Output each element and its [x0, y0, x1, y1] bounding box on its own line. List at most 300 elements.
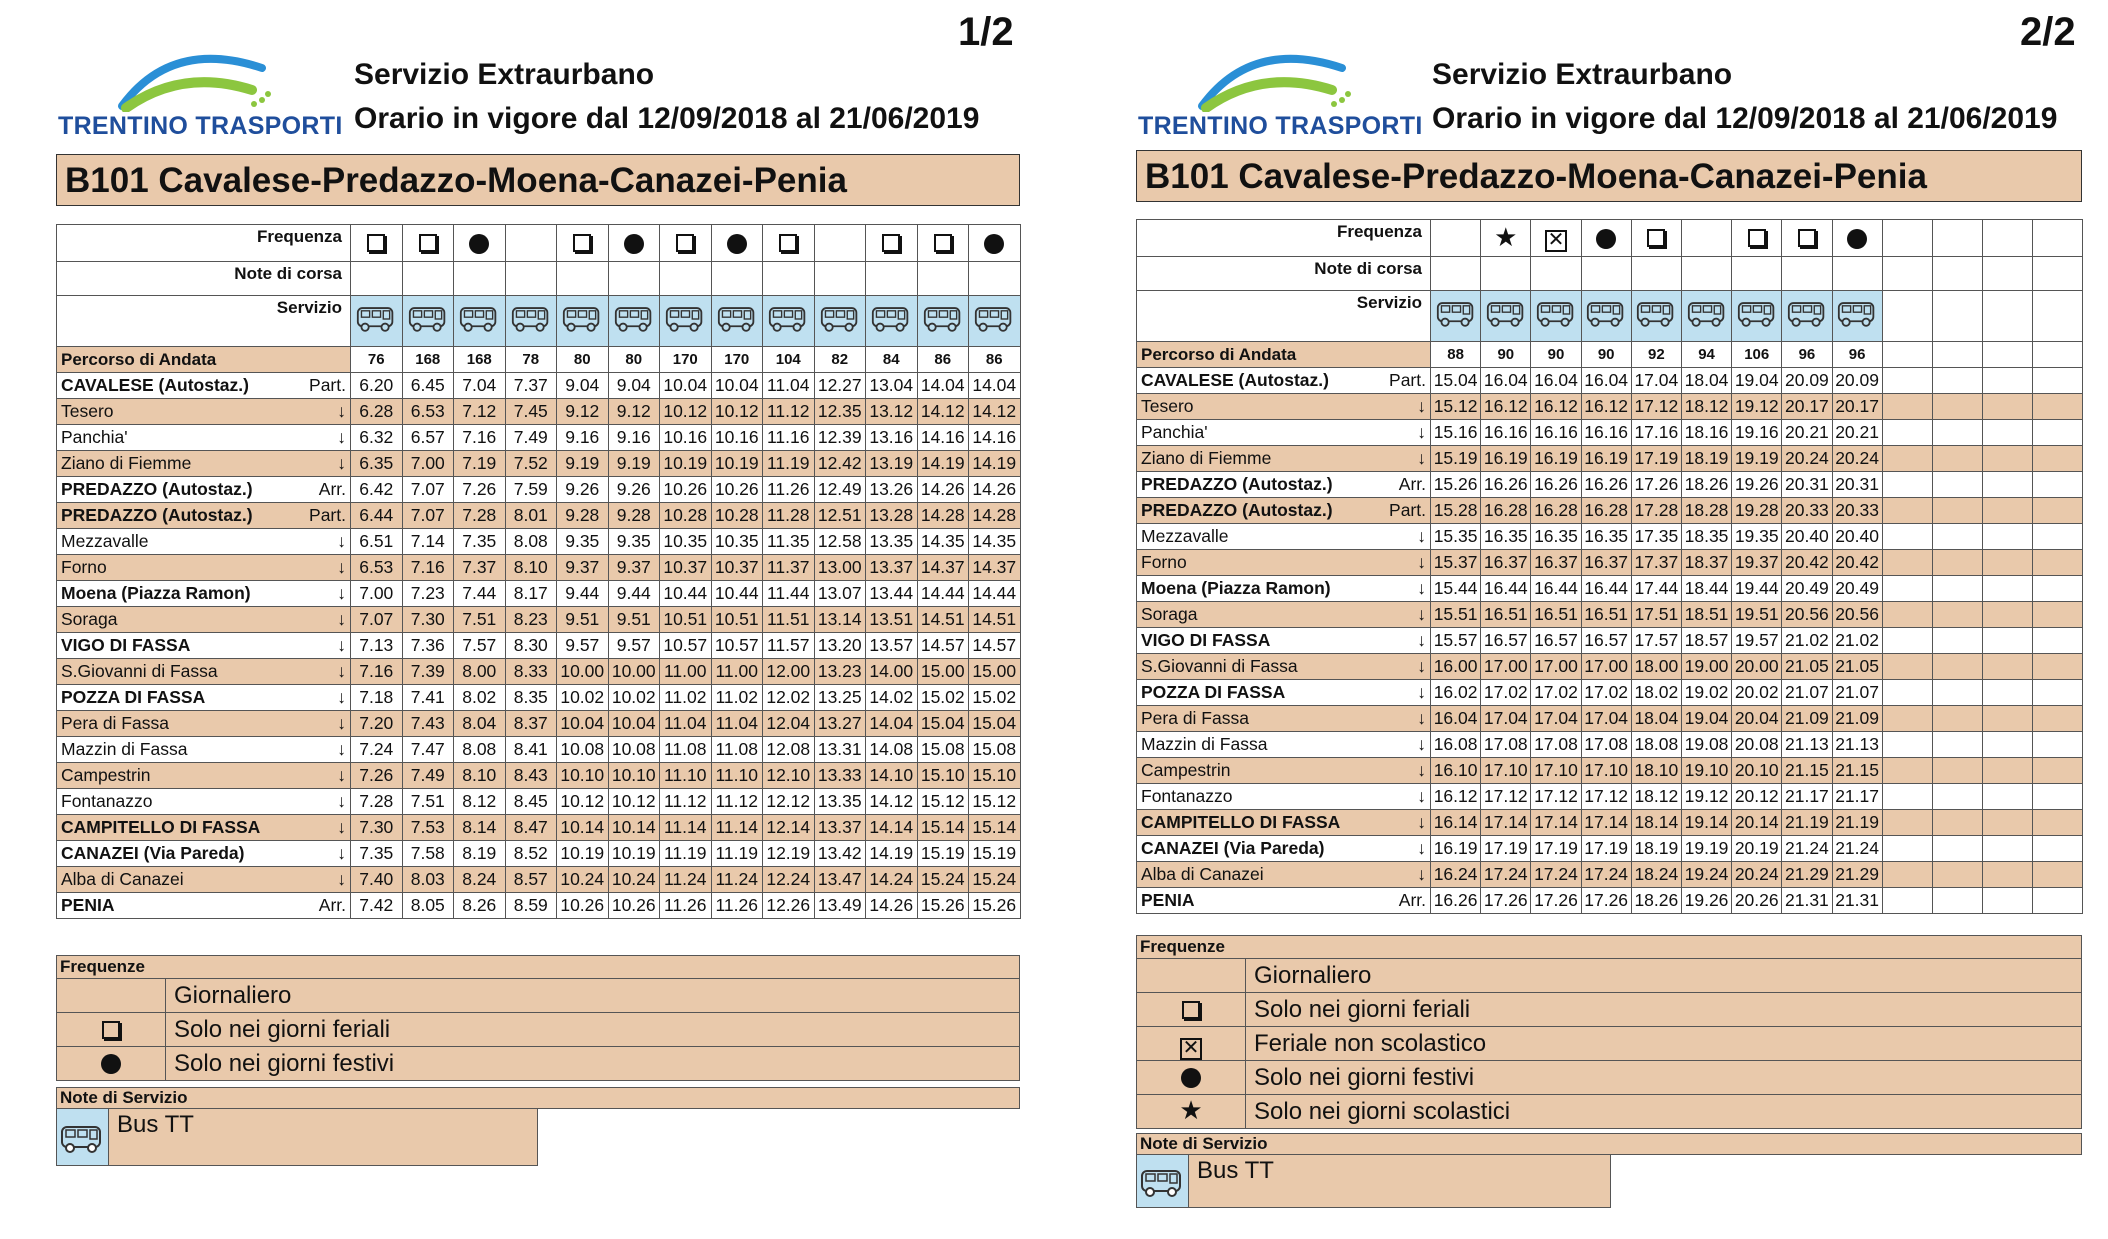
time-cell: 18.12 — [1631, 784, 1681, 810]
time-cell — [1882, 576, 1932, 602]
line-number-cell: 168 — [454, 347, 506, 373]
time-cell: 10.24 — [557, 867, 609, 893]
time-cell: 8.45 — [505, 789, 557, 815]
time-cell: 11.10 — [660, 763, 712, 789]
time-cell: 11.12 — [660, 789, 712, 815]
service-title: Servizio Extraurbano — [354, 58, 655, 91]
timetable-page-2 — [1080, 0, 2080, 1239]
time-cell: 7.30 — [402, 607, 454, 633]
time-cell: 21.29 — [1782, 862, 1832, 888]
legend-title-row — [57, 956, 1020, 979]
time-cell — [1882, 628, 1932, 654]
time-cell — [2033, 680, 2083, 706]
time-cell: 17.08 — [1481, 732, 1531, 758]
time-cell: 13.16 — [866, 425, 918, 451]
frequency-cell — [660, 225, 712, 262]
time-cell: 17.24 — [1481, 862, 1531, 888]
frequency-cell — [1932, 220, 1982, 257]
time-cell: 8.10 — [505, 555, 557, 581]
stop-row — [57, 867, 1021, 893]
time-cell: 18.02 — [1631, 680, 1681, 706]
time-cell: 7.23 — [402, 581, 454, 607]
service-cell — [1983, 291, 2033, 342]
bus-icon — [1536, 299, 1576, 329]
stop-name: Campestrin — [57, 763, 296, 789]
time-cell: 11.26 — [711, 893, 763, 919]
time-cell: 17.04 — [1581, 706, 1631, 732]
stop-row — [1137, 862, 2083, 888]
stop-name: Fontanazzo — [1137, 784, 1376, 810]
trip-note-cell — [1481, 257, 1531, 291]
time-cell — [1882, 836, 1932, 862]
time-cell: 7.20 — [351, 711, 403, 737]
time-cell: 7.00 — [351, 581, 403, 607]
time-cell: 11.35 — [763, 529, 815, 555]
time-cell: 11.19 — [763, 451, 815, 477]
time-cell: 20.08 — [1732, 732, 1782, 758]
time-cell: 7.16 — [351, 659, 403, 685]
stop-name: CAVALESE (Autostaz.) — [57, 373, 296, 399]
line-number-cell: 168 — [402, 347, 454, 373]
time-cell: 19.19 — [1681, 836, 1731, 862]
time-cell: 21.17 — [1782, 784, 1832, 810]
stop-direction: ↓ — [1376, 394, 1431, 420]
time-cell: 7.35 — [351, 841, 403, 867]
time-cell: 11.19 — [711, 841, 763, 867]
time-cell: 12.10 — [763, 763, 815, 789]
stop-row — [1137, 680, 2083, 706]
time-cell — [1882, 654, 1932, 680]
time-cell: 12.19 — [763, 841, 815, 867]
line-number-cell: 86 — [917, 347, 969, 373]
time-cell: 15.35 — [1431, 524, 1481, 550]
legend-row — [57, 979, 1020, 1013]
time-cell — [1983, 602, 2033, 628]
time-cell: 21.31 — [1832, 888, 1882, 914]
stop-name: Campestrin — [1137, 758, 1376, 784]
page-number: 1/2 — [958, 10, 1014, 54]
time-cell: 13.20 — [814, 633, 866, 659]
dot-icon — [1847, 229, 1867, 249]
time-cell — [2033, 654, 2083, 680]
time-cell: 9.57 — [557, 633, 609, 659]
trip-note-cell — [1431, 257, 1481, 291]
route-title: B101 Cavalese-Predazzo-Moena-Canazei-Penia — [1136, 150, 2082, 202]
service-note-bus — [1136, 1154, 1611, 1208]
stop-row — [1137, 732, 2083, 758]
stop-row — [1137, 420, 2083, 446]
line-number-cell: 84 — [866, 347, 918, 373]
legend-text: Solo nei giorni festivi — [1246, 1061, 2082, 1095]
time-cell: 16.02 — [1431, 680, 1481, 706]
time-cell — [1882, 758, 1932, 784]
stop-row — [1137, 446, 2083, 472]
time-cell: 14.02 — [866, 685, 918, 711]
legend-row — [57, 1047, 1020, 1081]
time-cell: 11.26 — [660, 893, 712, 919]
time-cell: 15.44 — [1431, 576, 1481, 602]
time-cell: 15.04 — [917, 711, 969, 737]
time-cell: 18.12 — [1681, 394, 1731, 420]
frequency-cell — [505, 225, 557, 262]
time-cell: 10.10 — [557, 763, 609, 789]
trentino-trasporti-logo-icon — [112, 48, 272, 112]
time-cell — [1932, 810, 1982, 836]
time-cell: 16.00 — [1431, 654, 1481, 680]
time-cell: 8.05 — [402, 893, 454, 919]
time-cell: 21.24 — [1832, 836, 1882, 862]
time-cell: 13.19 — [866, 451, 918, 477]
trip-note-cell — [1983, 257, 2033, 291]
stop-direction: ↓ — [1376, 810, 1431, 836]
time-cell: 7.30 — [351, 815, 403, 841]
trip-note-cell — [351, 262, 403, 296]
time-cell: 6.45 — [402, 373, 454, 399]
time-cell: 6.44 — [351, 503, 403, 529]
time-cell: 14.37 — [969, 555, 1021, 581]
time-cell: 10.02 — [557, 685, 609, 711]
time-cell: 19.14 — [1681, 810, 1731, 836]
service-cell — [351, 296, 403, 347]
time-cell: 7.24 — [351, 737, 403, 763]
bus-icon — [871, 304, 911, 334]
time-cell: 9.26 — [557, 477, 609, 503]
time-cell — [1932, 524, 1982, 550]
time-cell: 14.19 — [917, 451, 969, 477]
time-cell — [1932, 784, 1982, 810]
time-cell: 17.04 — [1481, 706, 1531, 732]
time-cell: 12.14 — [763, 815, 815, 841]
stop-direction: ↓ — [1376, 524, 1431, 550]
time-cell: 14.57 — [969, 633, 1021, 659]
stop-direction: Arr. — [296, 893, 351, 919]
stop-direction: ↓ — [1376, 420, 1431, 446]
trip-note-cell — [402, 262, 454, 296]
time-cell: 20.17 — [1832, 394, 1882, 420]
time-cell: 11.26 — [763, 477, 815, 503]
time-cell: 17.26 — [1581, 888, 1631, 914]
time-cell: 14.19 — [969, 451, 1021, 477]
time-cell — [1932, 420, 1982, 446]
trip-note-cell — [1782, 257, 1832, 291]
frequency-cell — [1431, 220, 1481, 257]
time-cell: 10.10 — [608, 763, 660, 789]
legend-text: Solo nei giorni scolastici — [1246, 1095, 2082, 1129]
time-cell: 19.08 — [1681, 732, 1731, 758]
time-cell — [2033, 576, 2083, 602]
service-cell — [1782, 291, 1832, 342]
time-cell — [1983, 654, 2033, 680]
time-cell — [1932, 862, 1982, 888]
time-cell — [1882, 602, 1932, 628]
stop-row — [1137, 576, 2083, 602]
time-cell: 19.19 — [1732, 446, 1782, 472]
time-cell: 11.04 — [660, 711, 712, 737]
service-cell — [2033, 291, 2083, 342]
bus-icon — [1687, 299, 1727, 329]
trip-note-cell — [557, 262, 609, 296]
time-cell: 17.10 — [1531, 758, 1581, 784]
time-cell: 17.37 — [1631, 550, 1681, 576]
stop-name: CAVALESE (Autostaz.) — [1137, 368, 1376, 394]
stop-name: PREDAZZO (Autostaz.) — [57, 503, 296, 529]
time-cell: 14.26 — [917, 477, 969, 503]
time-cell: 7.07 — [351, 607, 403, 633]
square-icon — [676, 234, 694, 252]
time-cell — [1983, 732, 2033, 758]
stop-name: Forno — [57, 555, 296, 581]
stop-name: Mezzavalle — [1137, 524, 1376, 550]
legend-symbol — [1137, 959, 1246, 993]
time-cell: 12.00 — [763, 659, 815, 685]
time-cell: 15.00 — [969, 659, 1021, 685]
time-cell: 14.51 — [969, 607, 1021, 633]
legend-symbol — [1137, 1061, 1246, 1095]
time-cell: 7.16 — [402, 555, 454, 581]
time-cell: 8.57 — [505, 867, 557, 893]
time-cell: 11.51 — [763, 607, 815, 633]
time-cell: 21.29 — [1832, 862, 1882, 888]
stop-direction: ↓ — [296, 685, 351, 711]
trip-note-cell — [1681, 257, 1731, 291]
time-cell: 14.12 — [969, 399, 1021, 425]
time-cell — [1983, 862, 2033, 888]
stop-name: Tesero — [1137, 394, 1376, 420]
stop-direction: ↓ — [1376, 706, 1431, 732]
stop-row — [57, 477, 1021, 503]
time-cell: 19.04 — [1732, 368, 1782, 394]
time-cell — [1882, 732, 1932, 758]
time-cell: 12.08 — [763, 737, 815, 763]
validity-period: Orario in vigore dal 12/09/2018 al 21/06/2019 — [354, 102, 980, 135]
trip-notes-row — [1137, 257, 2083, 291]
time-cell: 20.12 — [1732, 784, 1782, 810]
service-cell — [1932, 291, 1982, 342]
time-cell: 10.26 — [711, 477, 763, 503]
time-cell: 15.26 — [1431, 472, 1481, 498]
bus-icon — [1787, 299, 1827, 329]
trip-note-cell — [969, 262, 1021, 296]
time-cell: 19.16 — [1732, 420, 1782, 446]
frequency-cell — [2033, 220, 2083, 257]
bus-icon — [665, 304, 705, 334]
time-cell: 20.56 — [1782, 602, 1832, 628]
time-cell — [1983, 368, 2033, 394]
stop-name: S.Giovanni di Fassa — [57, 659, 296, 685]
time-cell: 14.16 — [917, 425, 969, 451]
frequency-cell — [1531, 220, 1581, 257]
stop-row — [1137, 784, 2083, 810]
time-cell: 20.00 — [1732, 654, 1782, 680]
time-cell: 12.27 — [814, 373, 866, 399]
stop-direction: ↓ — [1376, 680, 1431, 706]
stop-name: CAMPITELLO DI FASSA — [1137, 810, 1376, 836]
time-cell: 16.26 — [1431, 888, 1481, 914]
stop-direction: ↓ — [296, 659, 351, 685]
time-cell: 11.12 — [711, 789, 763, 815]
time-cell: 20.04 — [1732, 706, 1782, 732]
time-cell — [1983, 784, 2033, 810]
service-cell — [505, 296, 557, 347]
time-cell: 12.24 — [763, 867, 815, 893]
stop-row — [57, 763, 1021, 789]
crossed-box-icon: ✕ — [1180, 1038, 1202, 1060]
time-cell — [2033, 732, 2083, 758]
time-cell: 17.12 — [1531, 784, 1581, 810]
time-cell — [1932, 472, 1982, 498]
legend-symbol — [57, 1047, 166, 1081]
stop-direction: ↓ — [1376, 836, 1431, 862]
service-cell — [1732, 291, 1782, 342]
service-cell — [1581, 291, 1631, 342]
time-cell: 7.37 — [454, 555, 506, 581]
time-cell: 17.28 — [1631, 498, 1681, 524]
stop-direction: ↓ — [296, 841, 351, 867]
time-cell: 8.37 — [505, 711, 557, 737]
time-cell: 10.51 — [660, 607, 712, 633]
time-cell: 10.24 — [608, 867, 660, 893]
time-cell: 8.19 — [454, 841, 506, 867]
time-cell: 19.28 — [1732, 498, 1782, 524]
time-cell — [1983, 680, 2033, 706]
time-cell: 10.16 — [660, 425, 712, 451]
time-cell: 15.26 — [969, 893, 1021, 919]
service-cell — [1681, 291, 1731, 342]
time-cell: 19.57 — [1732, 628, 1782, 654]
crossed-box-icon: ✕ — [1545, 230, 1567, 252]
time-cell: 9.51 — [557, 607, 609, 633]
stop-direction: ↓ — [1376, 628, 1431, 654]
time-cell: 16.37 — [1581, 550, 1631, 576]
time-cell: 21.31 — [1782, 888, 1832, 914]
time-cell — [2033, 602, 2083, 628]
time-cell: 6.53 — [351, 555, 403, 581]
time-cell: 21.17 — [1832, 784, 1882, 810]
time-cell: 7.51 — [402, 789, 454, 815]
time-cell: 14.14 — [866, 815, 918, 841]
frequency-cell — [1983, 220, 2033, 257]
time-cell: 14.35 — [969, 529, 1021, 555]
stop-row — [57, 503, 1021, 529]
time-cell: 16.35 — [1581, 524, 1631, 550]
stop-name: POZZA DI FASSA — [1137, 680, 1376, 706]
timetable-table — [56, 224, 1021, 919]
time-cell: 13.37 — [866, 555, 918, 581]
time-cell: 20.33 — [1782, 498, 1832, 524]
stop-direction: ↓ — [1376, 862, 1431, 888]
time-cell: 12.04 — [763, 711, 815, 737]
time-cell: 18.37 — [1681, 550, 1731, 576]
stop-name: Tesero — [57, 399, 296, 425]
time-cell: 7.18 — [351, 685, 403, 711]
time-cell: 15.02 — [917, 685, 969, 711]
bus-icon — [1737, 299, 1777, 329]
time-cell: 17.04 — [1631, 368, 1681, 394]
time-cell: 7.40 — [351, 867, 403, 893]
stop-direction: ↓ — [296, 815, 351, 841]
time-cell: 18.04 — [1681, 368, 1731, 394]
time-cell: 13.25 — [814, 685, 866, 711]
time-cell: 6.20 — [351, 373, 403, 399]
service-title: Servizio Extraurbano — [1432, 58, 1733, 91]
time-cell: 17.00 — [1581, 654, 1631, 680]
square-icon — [1182, 1001, 1200, 1019]
stop-row — [1137, 706, 2083, 732]
trip-note-cell — [866, 262, 918, 296]
time-cell: 20.33 — [1832, 498, 1882, 524]
time-cell — [2033, 446, 2083, 472]
time-cell: 9.04 — [557, 373, 609, 399]
time-cell: 17.19 — [1531, 836, 1581, 862]
time-cell: 18.00 — [1631, 654, 1681, 680]
service-cell — [1531, 291, 1581, 342]
time-cell: 10.00 — [608, 659, 660, 685]
bus-icon — [1586, 299, 1626, 329]
time-cell: 8.10 — [454, 763, 506, 789]
stop-direction: ↓ — [1376, 446, 1431, 472]
stop-row — [57, 685, 1021, 711]
time-cell: 19.10 — [1681, 758, 1731, 784]
time-cell: 7.37 — [505, 373, 557, 399]
bus-icon — [614, 304, 654, 334]
time-cell: 12.26 — [763, 893, 815, 919]
legend-symbol — [1137, 1095, 1246, 1129]
time-cell: 9.19 — [557, 451, 609, 477]
time-cell: 17.51 — [1631, 602, 1681, 628]
time-cell: 9.12 — [608, 399, 660, 425]
time-cell — [1882, 810, 1932, 836]
time-cell: 15.16 — [1431, 420, 1481, 446]
service-cell — [866, 296, 918, 347]
frequency-cell — [1481, 220, 1531, 257]
stop-direction: Part. — [1376, 498, 1431, 524]
trip-note-cell — [1531, 257, 1581, 291]
time-cell: 17.12 — [1481, 784, 1531, 810]
time-cell — [2033, 706, 2083, 732]
stop-row — [1137, 836, 2083, 862]
time-cell: 8.33 — [505, 659, 557, 685]
time-cell: 7.44 — [454, 581, 506, 607]
stop-row — [1137, 550, 2083, 576]
time-cell: 7.16 — [454, 425, 506, 451]
service-cell — [1882, 291, 1932, 342]
stop-name: Panchia' — [57, 425, 296, 451]
time-cell: 17.08 — [1531, 732, 1581, 758]
time-cell: 21.09 — [1782, 706, 1832, 732]
trip-notes-label: Note di corsa — [1137, 257, 1431, 291]
square-icon — [1798, 229, 1816, 247]
time-cell: 16.37 — [1531, 550, 1581, 576]
time-cell — [1983, 888, 2033, 914]
time-cell: 18.24 — [1631, 862, 1681, 888]
logo-text: TRENTINO TRASPORTI — [58, 112, 343, 140]
stop-row — [57, 373, 1021, 399]
stop-row — [57, 815, 1021, 841]
service-label: Servizio — [57, 296, 351, 347]
time-cell — [1882, 368, 1932, 394]
frequency-cell — [557, 225, 609, 262]
time-cell: 10.57 — [711, 633, 763, 659]
stop-name: Mazzin di Fassa — [1137, 732, 1376, 758]
time-cell: 17.10 — [1481, 758, 1531, 784]
time-cell — [1882, 550, 1932, 576]
stop-name: PENIA — [57, 893, 296, 919]
time-cell: 13.42 — [814, 841, 866, 867]
line-number-cell: 90 — [1581, 342, 1631, 368]
stop-direction: ↓ — [1376, 602, 1431, 628]
time-cell: 15.37 — [1431, 550, 1481, 576]
time-cell: 20.19 — [1732, 836, 1782, 862]
